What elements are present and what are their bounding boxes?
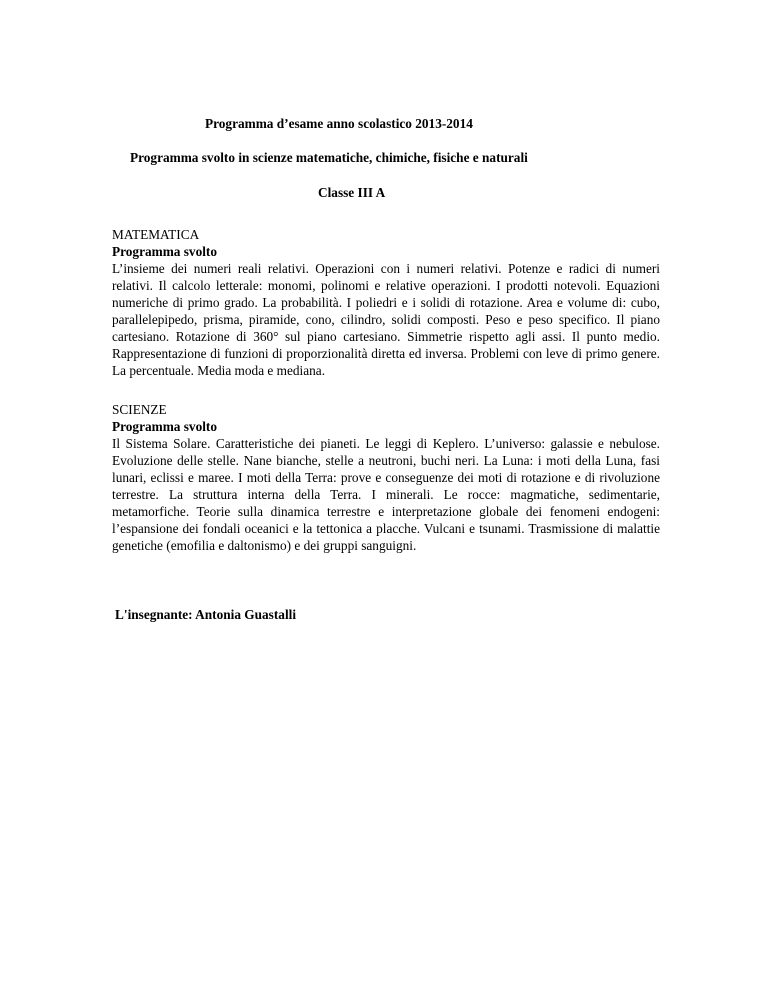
document-subtitle: Programma svolto in scienze matematiche, chimiche, fisiche e naturali xyxy=(130,150,528,165)
document-title: Programma d’esame anno scolastico 2013-2014 xyxy=(205,116,473,131)
section-body: Il Sistema Solare. Caratteristiche dei pianeti. Le leggi di Keplero. L’universo: galassie e nebulose. Evoluzione delle stelle. Nane bianche, stelle a neutroni, buchi neri. La Luna: i moti della Luna, fasi lunari, eclissi e maree. I moti della Terra: prove e conseguenze dei moti di rotazione e di rivoluzione terrestre. La struttura interna della Terra. I minerali. Le rocce: magmatiche, sedimentarie, metamorfiche. Teorie sulla dinamica terrestre e interpretazione globale dei fenomeni endogeni: l’espansione dei fondali oceanici e la tettonica a placche. Vulcani e tsunami. Trasmissione di malattie genetiche (emofilia e daltonismo) e dei gruppi sanguigni. xyxy=(112,436,660,553)
section-body: L’insieme dei numeri reali relativi. Operazioni con i numeri relativi. Potenze e radici di numeri relativi. Il calcolo letterale: monomi, polinomi e relative operazioni. I prodotti notevoli. Equazioni numeriche di primo grado. La probabilità. I poliedri e i solidi di rotazione. Area e volume di: cubo, parallelepipedo, prisma, piramide, cono, cilindro, solidi composti. Peso e peso specifico. Il piano cartesiano. Rotazione di 360° sul piano cartesiano. Simmetrie rispetto agli assi. Il punto medio. Rappresentazione di funzioni di proporzionalità diretta ed inversa. Problemi con leve di primo genere. La percentuale. Media moda e mediana. xyxy=(112,261,660,378)
class-label: Classe III A xyxy=(318,185,386,200)
section-subheading: Programma svolto xyxy=(112,419,217,434)
section-subheading: Programma svolto xyxy=(112,244,217,259)
section-heading: SCIENZE xyxy=(112,402,167,417)
section-heading: MATEMATICA xyxy=(112,227,200,242)
section-matematica xyxy=(112,226,660,379)
section-scienze xyxy=(112,401,660,554)
teacher-signature: L'insegnante: Antonia Guastalli xyxy=(115,607,297,622)
